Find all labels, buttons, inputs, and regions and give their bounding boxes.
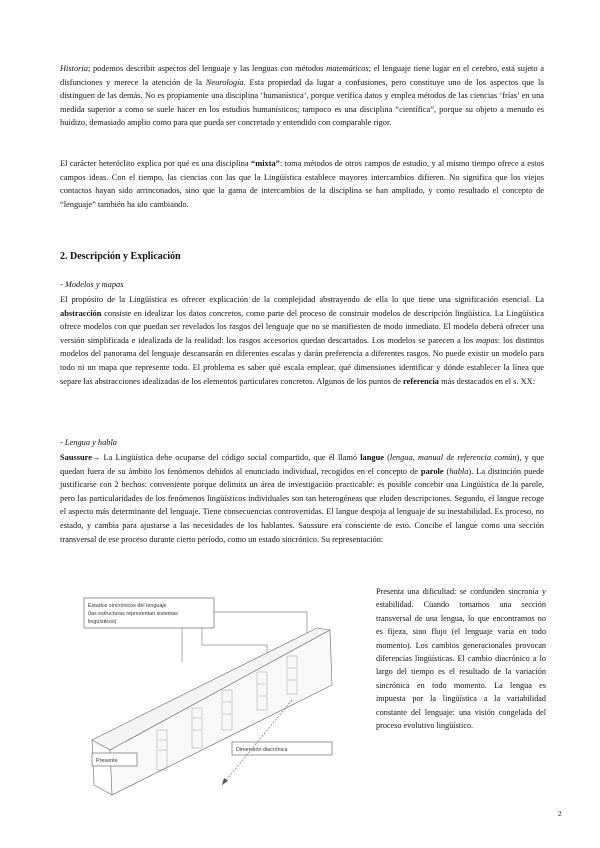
section-heading: 2. Descripción y Explicación [60,251,181,262]
fig-label-top-1: Estados sincrónicos del lenguaje [88,603,167,609]
langue-subheading: - Lengua y habla [60,438,117,447]
text: más destacados en el s. XX: [439,376,536,386]
bold-abstraccion: abstracción [60,308,102,318]
text: → La Lingüística debe ocuparse del código social compartido, que él llamó [91,453,361,462]
pointer-line [202,628,267,652]
text: . Esta propiedad da lugar a confusiones, pero constituye uno de los aspectos que la distinguen de las demás. No es propiamente una disciplina ‘humanística’, porque verifica datos y emplea métodos de las ciencias ‘frías’ en una medida superior a como se suele hacer en los estudios humanísticos; tampoco es una disciplina “científica”, porque su objeto a menudo es huidizo, demasiado amplio como para que pueda ser concretado y entendido con comparable rigor. [60,77,544,128]
text: ( [383,453,390,462]
text: ). La distinción puede justificarse con 2 hechos: conveniente porque delimita un área de investigación practicable: es posible concebir una Lingüística de la parole, pero las particularidades de los fenómenos lingüísticos individuales son tan heterogéneas que eluden descripciones. Segundo, el langue recoge el aspecto más determinante del lenguaje. Tiene consecuencias controvertidas. El langue despoja al lenguaje de su inestabilidad. Es proceso, no estado, y cambia para ajustarse a las necesidades de los hablantes. Saussure era consciente de esto. Concibe el langue como una sección transversal de ese proceso durante cierto período, como un estado sincrónico. Su representación: [60,466,545,544]
text: ( [443,466,450,476]
text: : toma métodos de otros campos de estudio, y al mismo tiempo ofrece a estos campos ideas. Con el tiempo, las ciencias con las que la Lingüística establece mayores intercambios difieren. No significa que los viejos contactos hayan sido arrinconados, sino que la gama de intercambios de la disciplina se han ampliado, y como resultado el concepto de “lenguaje” también ha ido cambiando. [60,159,544,209]
italic-mapas: mapas [476,335,498,345]
page-number: 2 [558,810,562,818]
italic-lengua: lengua, manual de referencia común [389,453,517,462]
bold-referencia: referencia [403,376,439,386]
fig-label-top-2: (las estructuras representan sistemas [88,611,178,617]
text: El carácter heteróclito explica por qué es una disciplina [60,159,252,168]
beam-side [110,630,332,795]
text: : los distintos modelos del panorama del lenguaje descansarán en diferentes escalas y darán preferencia a diferentes rasgos. No puede existir un modelo para todo ni un mapa que represente todo. El problema es saber qué escala emplear, qué dimensiones identificar y dónde establecer la línea que separe las abstracciones idealizadas de los elementos particulares concretos. Algunos de los puntos de [60,335,544,386]
fig-label-top-3: lingüísticos) [88,619,117,625]
text: ), y que quedan fuera de su ámbito los fenómenos debidos al enunciado individual, recogidos en el concepto de [60,453,544,476]
text: El propósito de la Lingüística es ofrecer explicación de la complejidad abstrayendo de ella lo que tiene una significación esencial. La [60,295,544,304]
beam-edge [94,785,112,795]
text: ; el lenguaje tiene lugar en el cerebro, está sujeto a disfunciones y merece la atención de la [60,64,544,87]
models-subheading: - Modelos y mapas [60,280,124,289]
italic-historia: Historia [60,64,88,73]
synchronic-diagram [62,590,362,800]
fig-label-present: Presente [96,758,118,764]
bold-mixta: “mixta” [251,159,280,168]
pointer-line [214,612,307,635]
diagram-svg [62,590,362,800]
fig-label-diachronic: Dimensión diacrónica [236,747,288,753]
italic-habla: habla [449,466,469,476]
italic-matematicos: matemáticos [326,64,369,73]
text: ; podemos describir aspectos del lenguaje y las lenguas con métodos [87,64,327,73]
side-paragraph: Presenta una dificultad: se confunden sincronía y estabilidad. Cuando tomamos una sección transversal de una lengua, lo que encontramos no es fijeza, sino flujo (el lenguaje varía en todo momento). Los cambios generacionales provocan diferencias lingüísticas. El cambio diacrónico a lo largo del tiempo es el resultado de la variación sincrónica en todo momento. La lengua es impuesta por la lingüística a la variabilidad constante del lenguaje: una visión congelada del proceso evolutivo lingüístico. [376,587,546,731]
text: consiste en idealizar los datos concretos, como parte del proceso de construir modelos de descripción lingüística. La Lingüística ofrece modelos con que puedan ser revelados los rasgos del lenguaje que no se manifiesten de modo inmediato. El modelo deberá ofrecer una versión simplificada e idealizada de la realidad: los rasgos accesorios quedan descartados. Los modelos se parecen a los [60,308,544,345]
bold-langue: langue [360,453,384,462]
italic-neurologia: Neurología [205,77,244,87]
bold-parole: parole [420,466,444,476]
langue-paragraph [60,451,544,546]
intro-paragraph [60,62,544,130]
models-paragraph [60,293,544,388]
mixed-paragraph [60,157,544,211]
bold-saussure: Saussure [60,453,92,462]
